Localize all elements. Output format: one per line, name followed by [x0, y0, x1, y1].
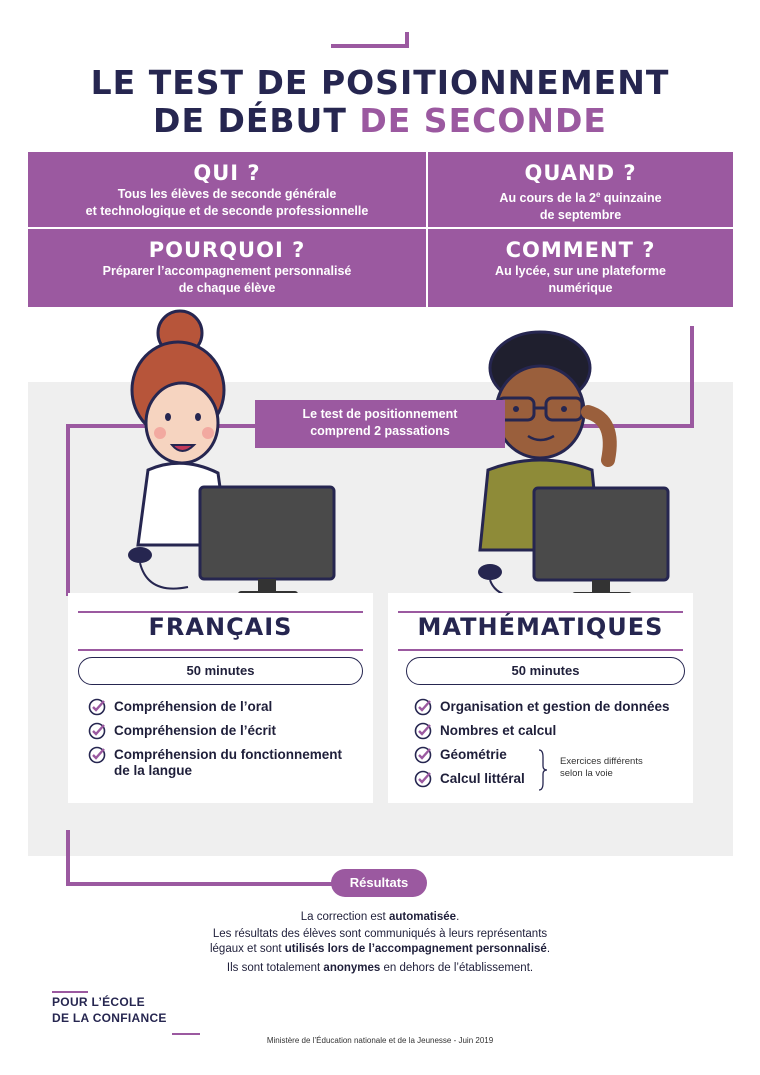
- qui-line-2: et technologique et de seconde professionnelle: [85, 204, 369, 218]
- check-icon: [414, 722, 432, 740]
- footer-credit: Ministère de l’Éducation nationale et de la Jeunesse - Juin 2019: [266, 1036, 494, 1045]
- maths-card: [388, 593, 693, 803]
- banner-line-2: comprend 2 passations: [310, 424, 450, 438]
- quand-line-1-post: quinzaine: [600, 191, 662, 206]
- check-icon: [88, 746, 106, 764]
- results-label: Résultats: [331, 869, 427, 897]
- check-icon: [414, 746, 432, 764]
- maths-duration: 50 minutes: [406, 657, 685, 685]
- info-quand: [428, 152, 733, 229]
- results-p3: [0, 961, 760, 976]
- results-p1-post: .: [456, 911, 460, 923]
- list-item: [414, 699, 670, 715]
- quand-line-1-sup: e: [595, 190, 601, 199]
- logo-line-2: DE LA CONFIANCE: [52, 1011, 167, 1025]
- qui-line-1: Tous les élèves de seconde générale: [117, 187, 337, 201]
- list-item-label: Compréhension de l’écrit: [114, 723, 277, 738]
- results-p1-pre: La correction est: [300, 911, 389, 923]
- comment-heading: COMMENT ?: [505, 238, 656, 262]
- check-icon: [414, 698, 432, 716]
- check-icon: [88, 698, 106, 716]
- quand-heading: QUAND ?: [524, 161, 637, 185]
- banner-line-1: Le test de positionnement: [302, 407, 458, 421]
- pourquoi-line-2: de chaque élève: [178, 281, 276, 295]
- list-item-label: Calcul littéral: [440, 771, 525, 786]
- results-p2-post: .: [546, 943, 551, 955]
- results-bracket-horizontal: [66, 882, 334, 886]
- maths-title: MATHÉMATIQUES: [417, 613, 664, 641]
- ecole-confiance-logo: [52, 994, 167, 1026]
- quand-line-1-pre: Au cours de la 2: [499, 191, 596, 206]
- passations-banner: [255, 400, 505, 448]
- maths-bottom-rule: [398, 649, 683, 651]
- francais-bottom-rule: [78, 649, 363, 651]
- comment-line-1: Au lycée, sur une plateforme: [495, 264, 666, 278]
- list-item-label: Compréhension de l’oral: [114, 699, 273, 714]
- quand-line-1: [428, 186, 733, 207]
- page-title: [0, 64, 760, 140]
- results-p2: [0, 927, 760, 957]
- info-pourquoi: [28, 229, 428, 307]
- maths-note-line-1: Exercices différents: [560, 756, 643, 767]
- list-item-label: Organisation et gestion de données: [440, 699, 670, 714]
- info-grid: [28, 152, 733, 307]
- francais-duration: 50 minutes: [78, 657, 363, 685]
- results-p1: [0, 910, 760, 925]
- maths-note: [560, 756, 643, 780]
- francais-title: FRANÇAIS: [148, 613, 293, 641]
- title-line-2: [0, 102, 760, 140]
- check-icon: [88, 722, 106, 740]
- results-p3-post: en dehors de l’établissement.: [380, 962, 534, 974]
- results-p2-line-1: Les résultats des élèves sont communiqués à leurs représentants: [212, 928, 548, 940]
- list-item: [88, 747, 342, 779]
- results-p2-pre: légaux et sont: [209, 943, 285, 955]
- maths-note-line-2: selon la voie: [560, 768, 613, 779]
- list-item-label-cont: de la langue: [114, 763, 193, 778]
- title-line-2-accent: DE SECONDE: [359, 101, 607, 140]
- list-item: [88, 723, 342, 739]
- left-bracket-vertical: [66, 424, 70, 596]
- qui-heading: QUI ?: [193, 161, 261, 185]
- boy-student-illustration: [468, 320, 678, 610]
- francais-card: [68, 593, 373, 803]
- logo-line-1: POUR L’ÉCOLE: [52, 995, 145, 1009]
- list-item-label: Géométrie: [440, 747, 507, 762]
- results-p2-bold: utilisés lors de l’accompagnement personnalisé: [284, 943, 547, 955]
- info-qui: [28, 152, 428, 229]
- list-item: [414, 723, 670, 739]
- list-item-label: Compréhension du fonctionnement: [114, 747, 342, 762]
- results-p3-pre: Ils sont totalement: [226, 962, 324, 974]
- results-p3-bold: anonymes: [323, 962, 381, 974]
- comment-line-2: numérique: [548, 281, 613, 295]
- list-item: [88, 699, 342, 715]
- check-icon: [414, 770, 432, 788]
- list-item-label: Nombres et calcul: [440, 723, 557, 738]
- quand-line-2: de septembre: [539, 208, 622, 223]
- girl-student-illustration: [118, 305, 348, 605]
- results-p1-bold: automatisée: [388, 911, 457, 923]
- logo-top-line: [52, 991, 88, 993]
- info-comment: [428, 229, 733, 307]
- right-bracket-vertical: [690, 326, 694, 428]
- top-decor-line: [331, 44, 409, 48]
- top-decor-tick: [405, 32, 409, 48]
- results-p2-line-2: [0, 942, 760, 957]
- results-bracket-vertical: [66, 830, 70, 886]
- title-line-2-dark: DE DÉBUT: [153, 101, 347, 140]
- title-line-1: LE TEST DE POSITIONNEMENT: [90, 63, 670, 102]
- logo-bottom-line: [172, 1033, 200, 1035]
- francais-list: [88, 699, 342, 787]
- pourquoi-line-1: Préparer l’accompagnement personnalisé: [102, 264, 352, 278]
- curly-brace-icon: [538, 749, 548, 791]
- pourquoi-heading: POURQUOI ?: [148, 238, 306, 262]
